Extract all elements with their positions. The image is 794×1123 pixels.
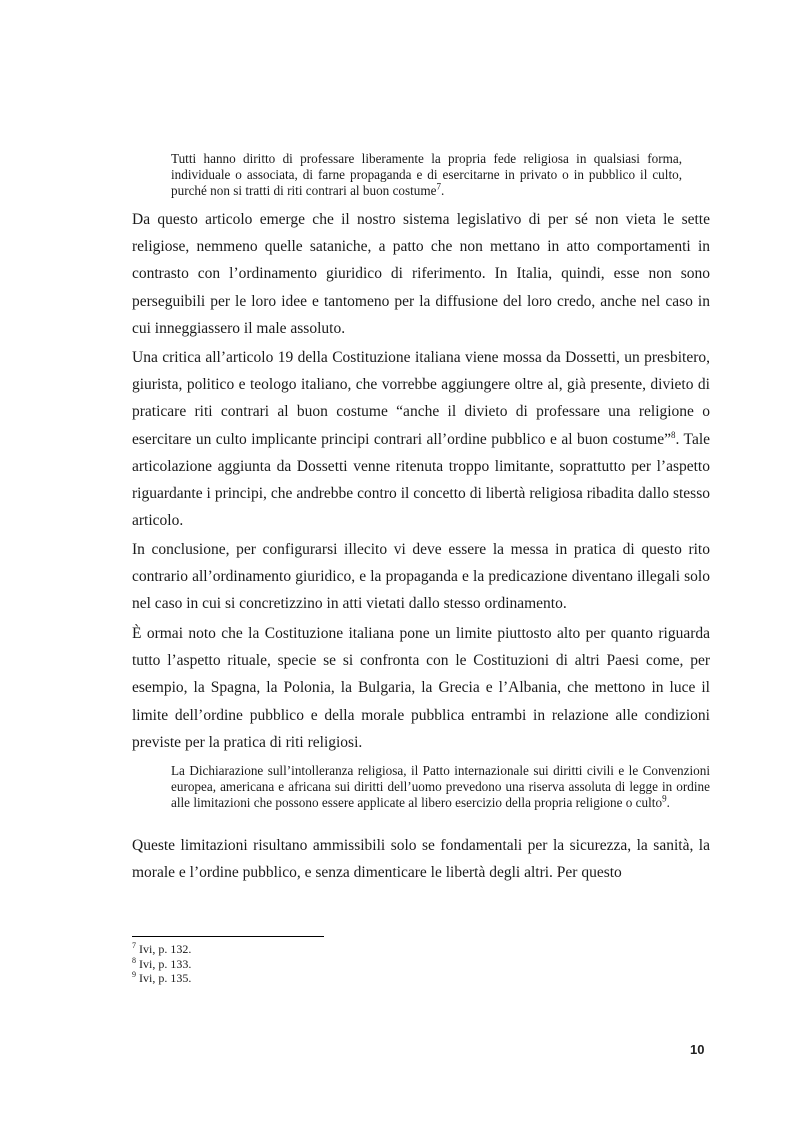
footnote-ref-7[interactable]: 7: [436, 181, 442, 192]
paragraph-1: Da questo articolo emerge che il nostro sistema legislativo di per sé non vieta le sette religiose, nemmeno quelle sataniche, a patto che non mettano in atto comportamenti in contrasto con l’ordinamento giuridico di riferimento. In Italia, quindi, esse non sono perseguibili per le loro idee e tantomeno per la diffusione del loro credo, anche nel caso in cui inneggiassero il male assoluto.: [132, 211, 710, 337]
footnote-ref-9[interactable]: 9: [662, 793, 667, 804]
footnotes: [132, 942, 191, 986]
quote-text: La Dichiarazione sull’intolleranza religiosa, il Patto internazionale sui diritti civili e le Convenzioni europea, americana e africana sui diritti dell’uomo prevedono una riserva assoluta di legge in ordine alle limitazioni che possono essere applicate al libero esercizio della propria religione o culto$^9$.: [171, 763, 710, 810]
footnote-ref-8[interactable]: 8: [670, 429, 676, 440]
paragraph-4: È ormai noto che la Costituzione italiana pone un limite piuttosto alto per quanto riguarda tutto l’aspetto rituale, specie se si confronta con le Costituzioni di altri Paesi come, per esempio, la Spagna, la Polonia, la Bulgaria, la Grecia e l’Albania, che mettono in luce il limite dell’ordine pubblico e della morale pubblica entrambi in relazione alle condizioni previste per la pratica di riti religiosi.: [132, 625, 710, 751]
block-quote-declaration: [171, 763, 710, 810]
footnote-9: $^9$ Ivi, p. 135.: [132, 970, 192, 985]
page-number: 10: [690, 1042, 705, 1057]
paragraph-3: In conclusione, per configurarsi illecito vi deve essere la messa in pratica di questo rito contrario all’ordinamento giuridico, e la propaganda e la predicazione diventano illegali solo nel caso in cui si concretizzino in atti vietati dallo stesso ordinamento.: [132, 541, 710, 613]
quote-text: Tutti hanno diritto di professare liberamente la propria fede religiosa in qualsiasi forma, individuale o associata, di farne propaganda e di esercitarne in privato o in pubblico il culto, purché non si tratti di riti contrari al buon costume$^7$.: [171, 151, 682, 198]
footnote-8: $^8$ Ivi, p. 133.: [132, 955, 192, 971]
paragraph-5: Queste limitazioni risultano ammissibili solo se fondamentali per la sicurezza, la sanità, la morale e l’ordine pubblico, e senza dimenticare le libertà degli altri. Per questo: [132, 837, 710, 882]
block-quote-article-19: [171, 151, 682, 198]
footnote-7: $^7$ Ivi, p. 132.: [132, 941, 192, 956]
paragraph-2: Una critica all’articolo 19 della Costituzione italiana viene mossa da Dossetti, un presbitero, giurista, politico e teologo italiano, che vorrebbe aggiungere oltre al, già presente, divieto di praticare riti contrari al buon costume “anche il divieto di professare una religione o esercitare un culto implicante principi contrari all’ordine pubblico e al buon costume”$^8$. Tale articolazione aggiunta da Dossetti venne ritenuta troppo limitante, soprattutto per l’aspetto riguardante i principi, che andrebbe contro il concetto di libertà religiosa ribadita dallo stesso articolo.: [132, 349, 711, 530]
footnote-separator: [132, 936, 324, 937]
